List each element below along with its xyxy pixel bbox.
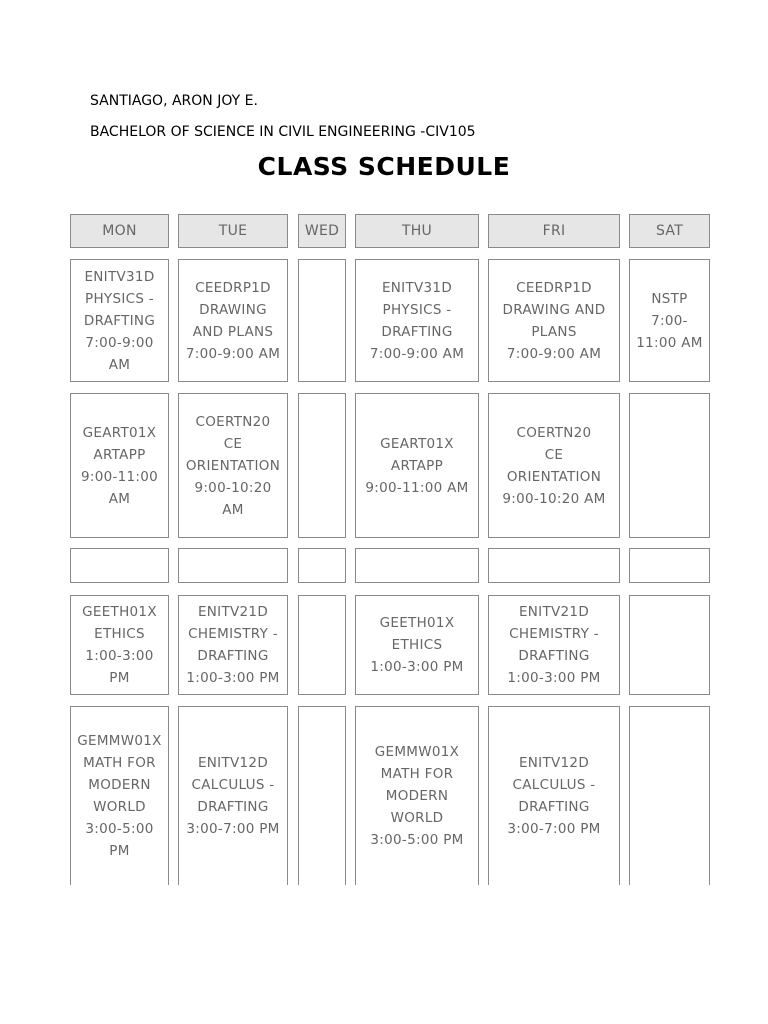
schedule-cell: CEEDRP1D DRAWING AND PLANS 7:00-9:00 AM [178,259,288,382]
schedule-cell [178,548,288,583]
schedule-cell [355,548,479,583]
day-header-sat: SAT [629,214,710,248]
schedule-cell [298,706,346,885]
schedule-cell: GEETH01X ETHICS 1:00-3:00 PM [70,595,169,695]
schedule-cell [629,595,710,695]
schedule-cell [629,706,710,885]
schedule-cell [298,393,346,538]
schedule-cell: GEETH01X ETHICS 1:00-3:00 PM [355,595,479,695]
schedule-cell: GEART01X ARTAPP 9:00-11:00 AM [355,393,479,538]
page-title: CLASS SCHEDULE [257,152,511,181]
schedule-cell [298,259,346,382]
schedule-cell: GEMMW01X MATH FOR MODERN WORLD 3:00-5:00 PM [70,706,169,885]
student-name: SANTIAGO, ARON JOY E. [90,93,258,109]
day-header-mon: MON [70,214,169,248]
schedule-cell: CEEDRP1D DRAWING AND PLANS 7:00-9:00 AM [488,259,620,382]
schedule-cell: ENITV21D CHEMISTRY - DRAFTING 1:00-3:00 PM [488,595,620,695]
schedule-cell: ENITV21D CHEMISTRY - DRAFTING 1:00-3:00 PM [178,595,288,695]
schedule-cell: ENITV12D CALCULUS - DRAFTING 3:00-7:00 PM [178,706,288,885]
day-header-fri: FRI [488,214,620,248]
schedule-cell: COERTN20 CE ORIENTATION 9:00-10:20 AM [488,393,620,538]
schedule-cell [629,393,710,538]
schedule-cell [298,548,346,583]
schedule-cell: NSTP 7:00- 11:00 AM [629,259,710,382]
day-header-wed: WED [298,214,346,248]
schedule-cell [488,548,620,583]
day-header-tue: TUE [178,214,288,248]
schedule-cell: COERTN20 CE ORIENTATION 9:00-10:20 AM [178,393,288,538]
schedule-cell: ENITV31D PHYSICS - DRAFTING 7:00-9:00 AM [70,259,169,382]
program-name: BACHELOR OF SCIENCE IN CIVIL ENGINEERING -CIV105 [90,124,476,140]
schedule-cell [629,548,710,583]
schedule-cell: ENITV12D CALCULUS - DRAFTING 3:00-7:00 PM [488,706,620,885]
day-header-thu: THU [355,214,479,248]
schedule-cell: GEART01X ARTAPP 9:00-11:00 AM [70,393,169,538]
schedule-cell [298,595,346,695]
schedule-cell: GEMMW01X MATH FOR MODERN WORLD 3:00-5:00 PM [355,706,479,885]
schedule-cell [70,548,169,583]
schedule-cell: ENITV31D PHYSICS - DRAFTING 7:00-9:00 AM [355,259,479,382]
